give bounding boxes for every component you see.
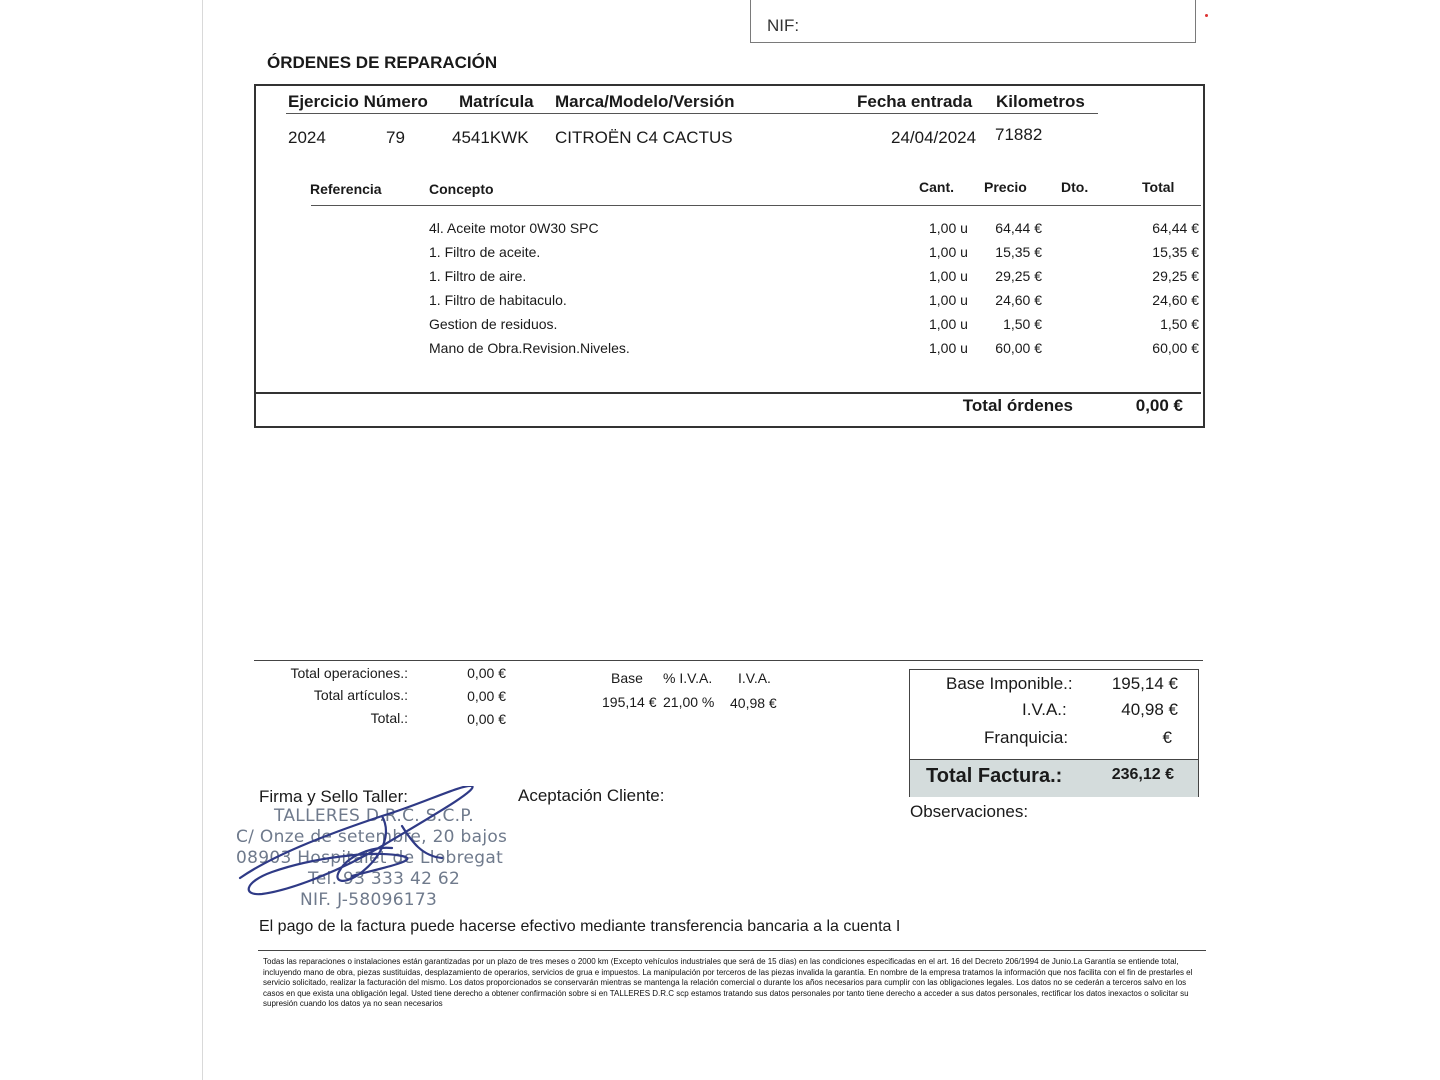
line-precio: 64,44 € <box>995 220 1042 236</box>
total-ordenes-label: Total órdenes <box>962 396 1073 415</box>
line-item <box>256 220 1201 244</box>
iva-value: 40,98 € <box>1121 700 1178 719</box>
tax-pct-value: 21,00 % <box>663 694 715 710</box>
line-concepto: 4l. Aceite motor 0W30 SPC <box>429 220 599 236</box>
line-cant: 1,00 u <box>929 316 968 332</box>
line-total: 24,60 € <box>1152 292 1199 308</box>
col-referencia: Referencia <box>310 181 382 197</box>
tax-iva-value: 40,98 € <box>730 695 777 711</box>
scan-mark <box>1205 14 1208 17</box>
line-item <box>256 316 1201 340</box>
col-precio: Precio <box>984 179 1027 195</box>
col-cant: Cant. <box>919 179 954 195</box>
stamp-line: NIF. J-58096173 <box>300 890 438 910</box>
line-total: 1,50 € <box>1160 316 1199 332</box>
line-total: 15,35 € <box>1152 244 1199 260</box>
iva-label: I.V.A.: <box>1022 700 1067 719</box>
total-factura-bar <box>910 759 1198 797</box>
workshop-stamp <box>232 806 512 914</box>
line-cant: 1,00 u <box>929 268 968 284</box>
header-km: Kilometros <box>996 92 1085 111</box>
total-factura-label: Total Factura.: <box>926 765 1063 787</box>
franquicia-label: Franquicia: <box>984 728 1069 747</box>
total-articulos-label: Total artículos.: <box>313 687 408 703</box>
columns-rule <box>311 205 1201 206</box>
tax-pct-header: % I.V.A. <box>663 670 713 686</box>
value-fecha: 24/04/2024 <box>891 128 977 147</box>
value-marca: CITROËN C4 CACTUS <box>555 128 733 147</box>
line-item <box>256 268 1201 292</box>
stamp-line: C/ Onze de setembre, 20 bajos <box>236 827 508 847</box>
value-ejercicio: 2024 <box>288 128 326 147</box>
total-operaciones-value: 0,00 € <box>467 665 506 681</box>
header-fecha: Fecha entrada <box>857 92 973 111</box>
line-precio: 24,60 € <box>995 292 1042 308</box>
col-total: Total <box>1142 179 1175 195</box>
value-numero: 79 <box>386 128 405 147</box>
stamp-line: Tel. 93 333 42 62 <box>308 869 461 889</box>
observaciones-label: Observaciones: <box>910 802 1029 821</box>
total-value: 0,00 € <box>467 711 506 727</box>
line-item <box>256 340 1201 364</box>
stamp-line: 08903 Hospitalet de Llobregat <box>236 848 504 868</box>
base-imponible-label: Base Imponible.: <box>946 674 1073 693</box>
line-total: 64,44 € <box>1152 220 1199 236</box>
value-matricula: 4541KWK <box>452 128 529 147</box>
line-concepto: 1. Filtro de aceite. <box>429 244 541 260</box>
header-matricula: Matrícula <box>459 92 534 111</box>
tax-iva-header: I.V.A. <box>738 670 771 686</box>
fine-print-rule <box>258 950 1206 951</box>
total-ordenes-value: 0,00 € <box>1135 396 1183 415</box>
total-articulos-value: 0,00 € <box>467 688 506 704</box>
scan-edge-line <box>202 0 203 1080</box>
tax-base-value: 195,14 € <box>602 694 657 710</box>
line-precio: 1,50 € <box>1003 316 1042 332</box>
header-ejercicio-numero: Ejercicio Número <box>288 92 428 111</box>
line-total: 60,00 € <box>1152 340 1199 356</box>
value-km: 71882 <box>995 125 1043 144</box>
payment-note: El pago de la factura puede hacerse efectivo mediante transferencia bancaria a la cuenta I <box>259 918 901 935</box>
line-concepto: Mano de Obra.Revision.Niveles. <box>429 340 630 356</box>
fine-print: Todas las reparaciones o instalaciones están garantizadas por un plazo de tres meses o 2000 km (Excepto vehículos industriales que será de 15 días) en las condiciones especificadas en el art. 16 del Decreto 206/1994 de Junio.La Garantía se entiende total, incluyendo mano de obra, piezas sustituidas, desplazamiento de operarios, servicios de grua e impuestos. La manipulación por terceros de las piezas invalida la garantía. En nombre de la empresa tratamos la información que nos facilita con el fin de prestarles el servicio solicitado, realizar la facturación del mismo. Los datos proporcionados se conservarán mientras se mantenga la relación comercial o durante los años necesarios para cumplir con las obligaciones legales. Los datos no se cederán a terceros salvo en los casos en que exista una obligación legal. Usted tiene derecho a obtener confirmación sobre si en TALLERES D.R.C scp estamos tratando sus datos personales por tanto tiene derecho a acceder a sus datos personales, rectificar los datos inexactos o solicitar su supresión cuando los datos ya no sean necesarios <box>263 957 1193 1008</box>
section-title: ÓRDENES DE REPARACIÓN <box>267 53 498 72</box>
col-dto: Dto. <box>1061 179 1089 195</box>
line-precio: 60,00 € <box>995 340 1042 356</box>
orders-table <box>254 84 1205 428</box>
signature-scribble <box>232 786 512 914</box>
line-precio: 15,35 € <box>995 244 1042 260</box>
line-concepto: 1. Filtro de aire. <box>429 268 527 284</box>
total-ordenes-rule <box>256 392 1201 394</box>
line-item <box>256 292 1201 316</box>
summary-rule <box>254 660 1203 661</box>
header-marca: Marca/Modelo/Versión <box>555 92 735 111</box>
firma-sello-label: Firma y Sello Taller: <box>259 787 408 806</box>
aceptacion-cliente-label: Aceptación Cliente: <box>518 786 665 805</box>
invoice-totals-box <box>909 669 1199 797</box>
line-concepto: 1. Filtro de habitaculo. <box>429 292 567 308</box>
col-concepto: Concepto <box>429 181 494 197</box>
base-imponible-value: 195,14 € <box>1111 674 1178 693</box>
header-rule <box>286 113 1098 114</box>
line-cant: 1,00 u <box>929 244 968 260</box>
nif-box <box>750 0 1196 43</box>
franquicia-value: € <box>1162 728 1172 747</box>
line-concepto: Gestion de residuos. <box>429 316 558 332</box>
line-cant: 1,00 u <box>929 220 968 236</box>
line-total: 29,25 € <box>1152 268 1199 284</box>
tax-base-header: Base <box>611 670 643 686</box>
total-label: Total.: <box>370 710 408 726</box>
total-operaciones-label: Total operaciones.: <box>290 665 408 681</box>
line-cant: 1,00 u <box>929 292 968 308</box>
stamp-line: TALLERES D.R.C. S.C.P. <box>274 806 474 826</box>
line-cant: 1,00 u <box>929 340 968 356</box>
line-precio: 29,25 € <box>995 268 1042 284</box>
nif-label: NIF: <box>767 16 800 35</box>
line-item <box>256 244 1201 268</box>
total-factura-value: 236,12 € <box>1111 766 1174 783</box>
